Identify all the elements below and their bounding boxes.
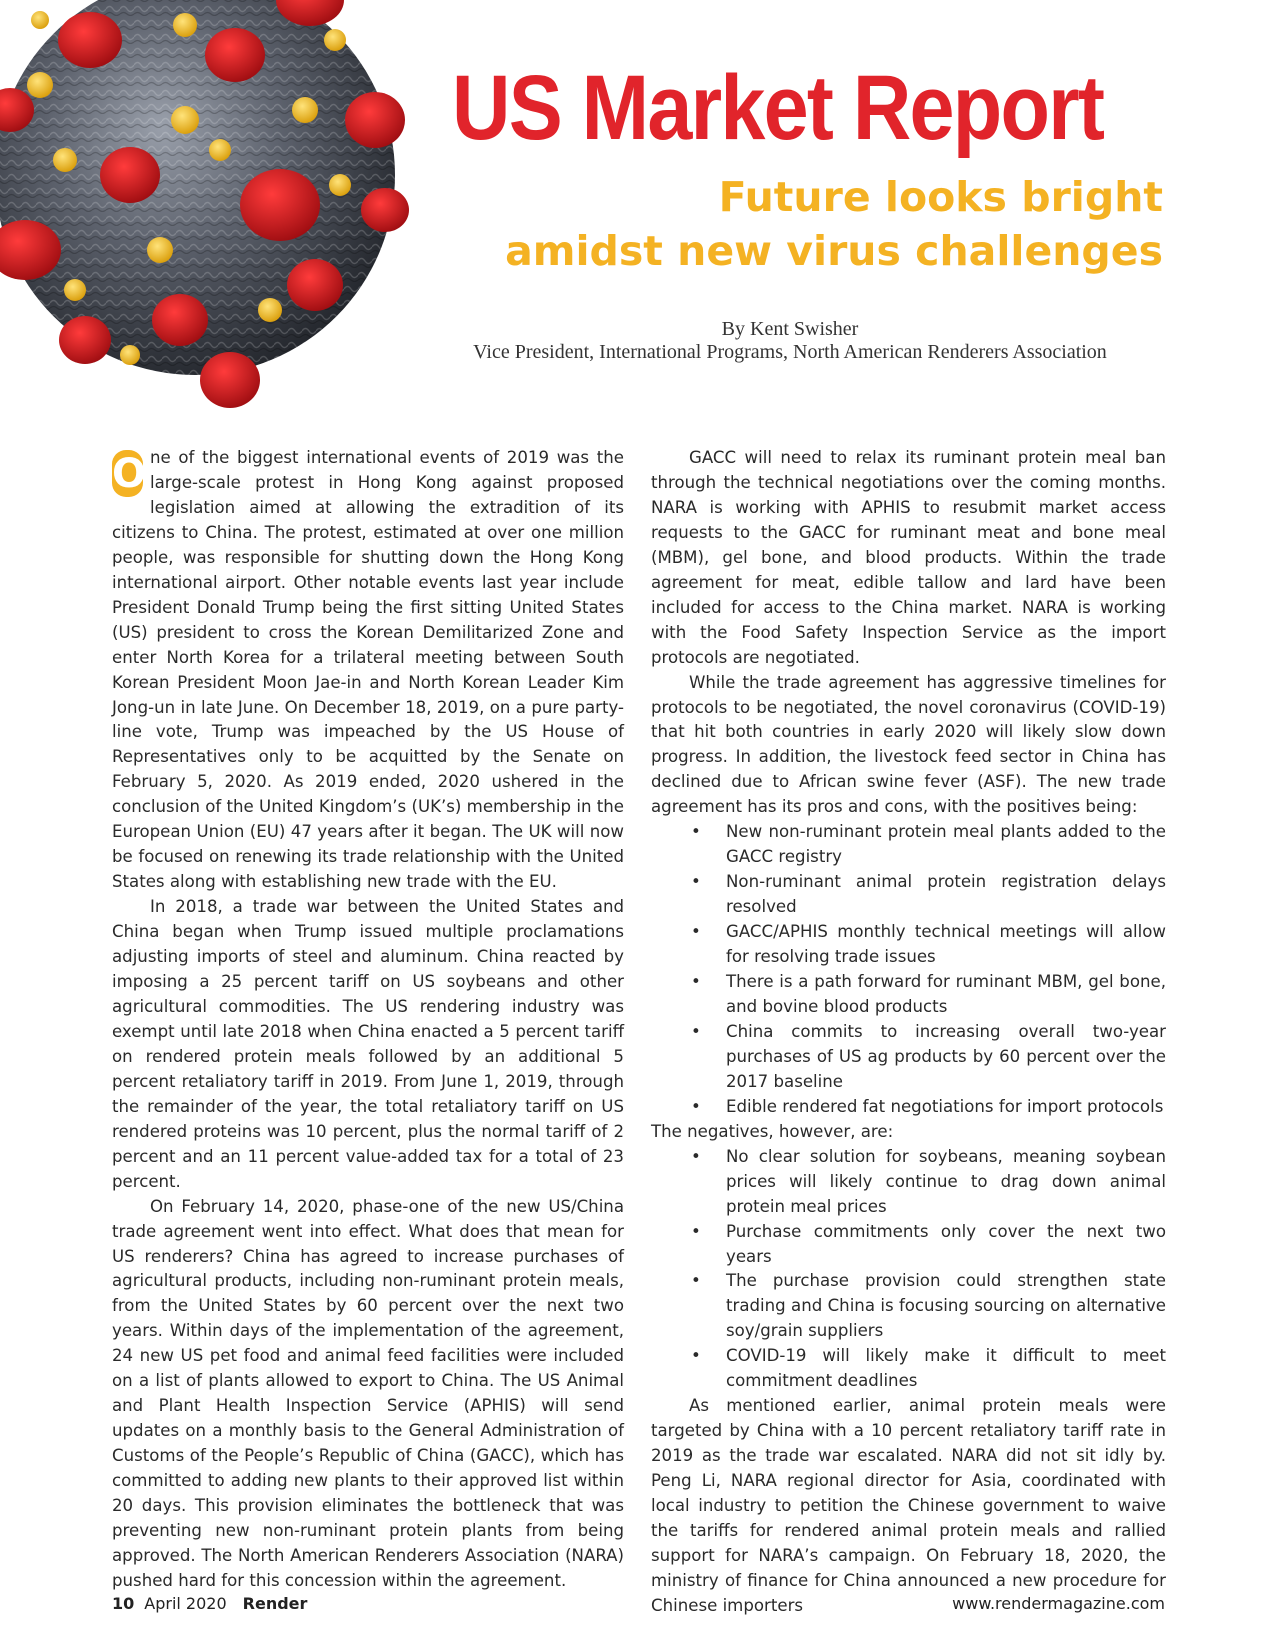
list-item-text: No clear solution for soybeans, meaning soybean prices will likely continue to drag down animal protein meal prices	[726, 1146, 1166, 1216]
magazine-name: Render	[242, 1594, 308, 1613]
article-subtitle	[505, 170, 1163, 278]
author-name: By Kent Swisher	[721, 318, 859, 340]
list-item-text: Purchase commitments only cover the next two years	[726, 1221, 1166, 1266]
list-item-text: The purchase provision could strengthen state trading and China is focusing sourcing on alternative soy/grain suppliers	[726, 1271, 1166, 1341]
list-item-text: Non-ruminant animal protein registration delays resolved	[726, 872, 1166, 917]
article-column-left	[112, 446, 624, 1594]
article-paragraph: GACC will need to relax its ruminant protein meal ban through the technical negotiations over the coming months. NARA is working with APHIS to resubmit market access requests to the GACC for ruminant meat and bone meal (MBM), gel bone, and blood products. Within the trade agreement for meat, edible tallow and lard have been included for access to the China market. NARA is working with the Food Safety Inspection Service as the import protocols are negotiated.	[651, 448, 1166, 667]
list-item-text: GACC/APHIS monthly technical meetings will allow for resolving trade issues	[726, 922, 1166, 967]
subtitle-line: Future looks bright	[718, 173, 1163, 221]
list-item	[651, 1344, 1166, 1394]
bullet-icon: •	[691, 1271, 701, 1291]
list-item	[651, 1095, 1166, 1120]
bullet-icon: •	[691, 922, 701, 942]
website-url: www.rendermagazine.com	[952, 1594, 1165, 1613]
article-paragraph: In 2018, a trade war between the United States and China began when Trump issued multiple proclamations adjusting imports of steel and aluminum. China reacted by imposing a 25 percent tariff on US soybeans and other agricultural commodities. The US rendering industry was exempt until late 2018 when China enacted a 5 percent tariff on rendered protein meals followed by an additional 5 percent retaliatory tariff in 2019. From June 1, 2019, through the remainder of the year, the total retaliatory tariff on US rendered proteins was 10 percent, plus the normal tariff of 2 percent and an 11 percent value-added tax for a total of 23 percent.	[112, 897, 624, 1191]
bullet-icon: •	[691, 822, 701, 842]
coronavirus-illustration	[0, 0, 450, 430]
negatives-intro: The negatives, however, are:	[651, 1121, 894, 1141]
page-number: 10	[112, 1594, 135, 1613]
list-item	[651, 1020, 1166, 1095]
list-item	[651, 1269, 1166, 1344]
page-footer	[112, 1594, 1165, 1618]
list-item-text: COVID-19 will likely make it difficult to meet commitment deadlines	[726, 1346, 1166, 1391]
paragraph-text: ne of the biggest international events of 2019 was the large-scale protest in Hong Kong against proposed legislation aimed at allowing the extradition of its citizens to China. The protest, estimated at over one million people, was responsible for shutting down the Hong Kong international airport. Other notable events last year include President Donald Trump being the first sitting United States (US) president to cross the Korean Demilitarized Zone and enter North Korea for a trilateral meeting between South Korean President Moon Jae-in and North Korean Leader Kim Jong-un in late June. On December 18, 2019, on a pure party-line vote, Trump was impeached by the US House of Representatives only to be acquitted by the Senate on February 5, 2020. As 2019 ended, 2020 ushered in the conclusion of the United Kingdom’s (UK’s) membership in the European Union (EU) 47 years after it began. The UK will now be focused on renewing its trade relationship with the United States along with establishing new trade with the EU.	[112, 448, 624, 892]
list-item	[651, 870, 1166, 920]
positives-list	[651, 820, 1166, 1119]
list-item-text: There is a path forward for ruminant MBM, gel bone, and bovine blood products	[726, 972, 1166, 1016]
article-paragraph: On February 14, 2020, phase-one of the new US/China trade agreement went into effect. What does that mean for US renderers? China has agreed to increase purchases of agricultural products, including non-ruminant protein meals, from the United States by 60 percent over the next two years. Within days of the implementation of the agreement, 24 new US pet food and animal feed facilities were included on a list of plants allowed to export to China. The US Animal and Plant Health Inspection Service (APHIS) will send updates on a monthly basis to the General Administration of Customs of the People’s Republic of China (GACC), which has committed to adding new plants to their approved list within 20 days. This provision eliminates the bottleneck that was preventing new non-ruminant protein plants from being approved. The North American Renderers Association (NARA) pushed hard for this concession within the agreement.	[112, 1196, 624, 1590]
article-title: US Market Report	[452, 57, 1104, 159]
list-item	[651, 920, 1166, 970]
list-item-text: Edible rendered fat negotiations for import protocols	[726, 1096, 1164, 1116]
bullet-icon: •	[691, 872, 701, 892]
article-paragraph	[112, 446, 624, 895]
bullet-icon: •	[691, 1021, 701, 1041]
list-item-text: China commits to increasing overall two-year purchases of US ag products by 60 percent over the 2017 baseline	[726, 1021, 1166, 1091]
subtitle-line: amidst new virus challenges	[505, 227, 1163, 275]
bullet-icon: •	[691, 1096, 701, 1116]
list-item	[651, 1145, 1166, 1220]
article-column-right	[651, 446, 1166, 1619]
author-title: Vice President, International Programs, North American Renderers Association	[473, 341, 1107, 363]
list-item	[651, 820, 1166, 870]
byline	[440, 318, 1140, 364]
list-item	[651, 970, 1166, 1020]
list-item-text: New non-ruminant protein meal plants added to the GACC registry	[726, 822, 1166, 867]
bullet-icon: •	[691, 1346, 701, 1366]
bullet-icon: •	[691, 1221, 701, 1241]
bullet-icon: •	[691, 1146, 701, 1166]
list-item	[651, 1220, 1166, 1270]
drop-cap: O	[112, 451, 147, 497]
article-paragraph: As mentioned earlier, animal protein meals were targeted by China with a 10 percent retaliatory tariff rate in 2019 as the trade war escalated. NARA did not sit idly by. Peng Li, NARA regional director for Asia, coordinated with local industry to petition the Chinese government to waive the tariffs for rendered animal protein meals and rallied support for NARA’s campaign. On February 18, 2020, the ministry of finance for China announced a new procedure for Chinese importers	[651, 1396, 1166, 1615]
bullet-icon: •	[691, 972, 701, 992]
issue-date: April 2020	[144, 1594, 227, 1613]
article-paragraph: While the trade agreement has aggressive timelines for protocols to be negotiated, the novel coronavirus (COVID-19) that hit both countries in early 2020 will likely slow down progress. In addition, the livestock feed sector in China has declined due to African swine fever (ASF). The new trade agreement has its pros and cons, with the positives being:	[651, 672, 1166, 817]
negatives-list	[651, 1145, 1166, 1395]
